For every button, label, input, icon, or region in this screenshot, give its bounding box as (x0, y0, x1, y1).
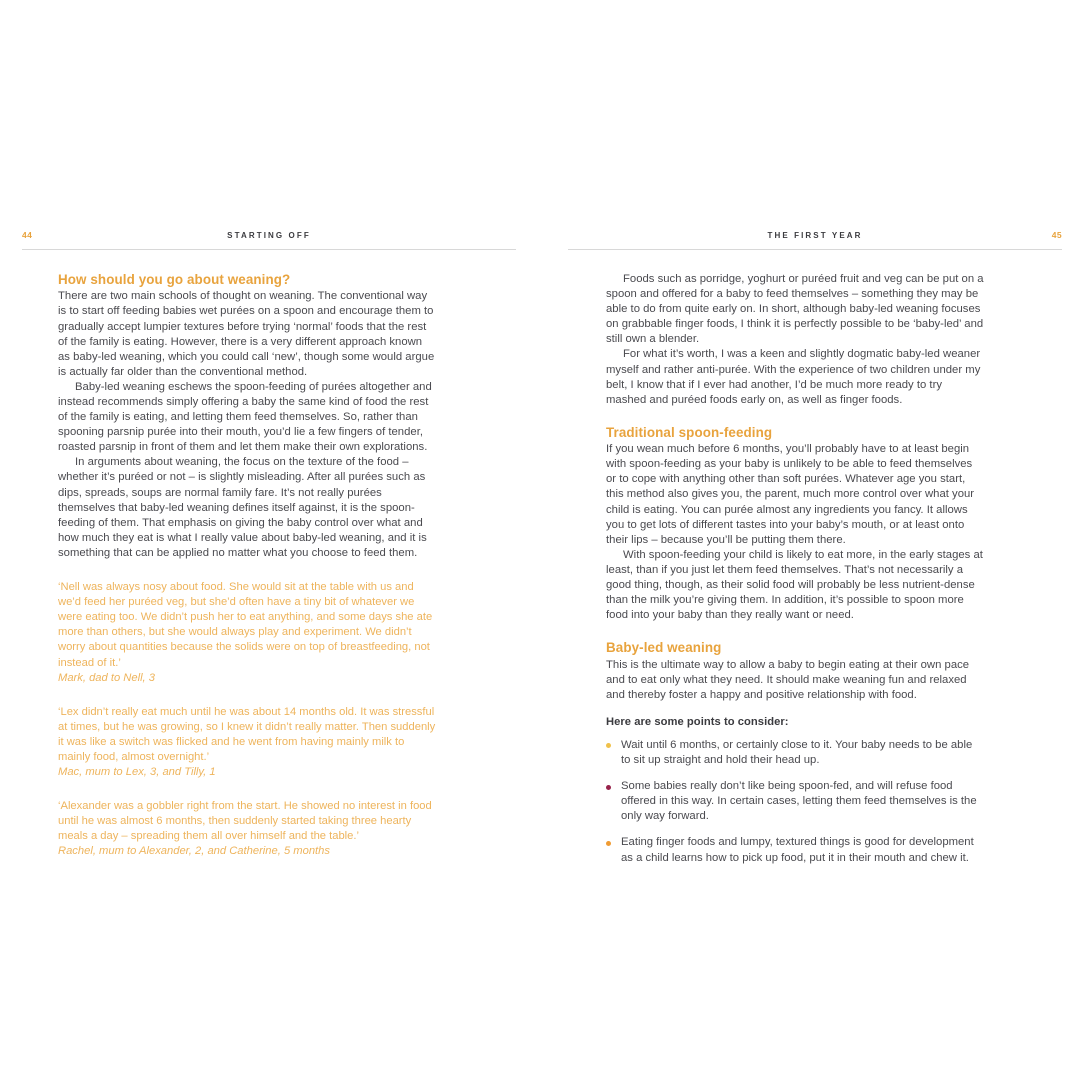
paragraph: This is the ultimate way to allow a baby to begin eating at their own pace and to eat only what they need. It should make weaning fun and relaxed and thereby foster a happy and positive relationship with food. (606, 658, 970, 701)
body-column-right (606, 272, 984, 877)
points-list (606, 738, 984, 866)
quote-attribution: Rachel, mum to Alexander, 2, and Catherine, 5 months (58, 845, 330, 858)
bullet-dot-icon (606, 785, 611, 790)
quote-attribution: Mark, dad to Nell, 3 (58, 671, 156, 684)
running-head-right (568, 230, 1062, 250)
testimonial-quote (58, 799, 436, 859)
list-item (606, 779, 984, 824)
list-item-text: Wait until 6 months, or certainly close to it. Your baby needs to be able to sit up straight and hold their head up. (621, 738, 973, 767)
paragraph: Baby-led weaning eschews the spoon-feeding of purées altogether and instead recommends simply offering a baby the same kind of food the rest of the family is eating, and letting them feed themselves. So, rather than spooning parsnip purée into their mouth, you’d lie a few fingers of tender, roasted parsnip in front of them and let them make their own explorations. (58, 380, 432, 454)
bullet-dot-icon (606, 841, 611, 846)
paragraph: There are two main schools of thought on weaning. The conventional way is to start off feeding babies wet purées on a spoon and encourage them to gradually accept lumpier textures before trying ‘normal’ foods that the rest of the family is eating. However, there is a very different approach known as baby-led weaning, which you could call ‘new’, though some would argue is actually far older than the conventional method. (58, 290, 435, 378)
head-rule-left (22, 249, 516, 250)
paragraph: With spoon-feeding your child is likely to eat more, in the early stages at least, than if you just let them feed themselves. That’s not necessarily a good thing, though, as their solid food will probably be less nutrient-dense than the milk you’re giving them. In addition, it’s possible to spoon more food into your baby than they really want or need. (606, 548, 983, 622)
points-to-consider-heading: Here are some points to consider: (606, 715, 789, 728)
bullet-dot-icon (606, 743, 611, 748)
paragraph: If you wean much before 6 months, you’ll probably have to at least begin with spoon-feeding as your baby is unlikely to be able to feed themselves or to cope with anything other than soft purées. Whatever age you start, this method also gives you, the parent, much more control over what your child is eating. You can purée almost any ingredients you fancy. It allows you to get lots of different tastes into your baby’s mouth, or at least onto their lips – because you’ll be putting them there. (606, 443, 975, 546)
list-item (606, 835, 984, 865)
head-rule-right (568, 249, 1062, 250)
page-number-right: 45 (1051, 230, 1062, 240)
paragraph: In arguments about weaning, the focus on the texture of the food – whether it’s puréed or not – is slightly misleading. After all purées such as dips, spreads, soups are normal family fare. It’s not really purées themselves that baby-led weaning defines itself against, it is the spoon-feeding of them. That emphasis on giving the baby control over what and how much they eat is what I really value about baby-led weaning, and it is something that can be applied no matter what you choose to feed them. (58, 456, 427, 559)
list-item-text: Some babies really don’t like being spoon-fed, and will refuse food offered in this way. In certain cases, letting them feed themselves is the only way forward. (621, 780, 977, 823)
paragraph: Foods such as porridge, yoghurt or puréed fruit and veg can be put on a spoon and offered for a baby to feed themselves – something they may be able to do from quite early on. In short, although baby-led weaning focuses on grabbable finger foods, I think it is perfectly possible to be ‘baby-led’ and still own a blender. (606, 273, 984, 346)
quote-text: ‘Lex didn’t really eat much until he was about 14 months old. It was stressful at times, but he was growing, so I knew it didn’t really matter. Then suddenly it was like a switch was flicked and he went from having mainly milk to mainly food, almost overnight.’ (58, 705, 436, 763)
running-head-title-right: THE FIRST YEAR (767, 231, 863, 240)
running-head-title-left: STARTING OFF (227, 231, 311, 240)
body-column-left (58, 272, 436, 860)
list-item (606, 738, 984, 768)
quote-text: ‘Alexander was a gobbler right from the start. He showed no interest in food until he was almost 6 months, then suddenly started taking three hearty meals a day – spreading them all over himself and the table.’ (58, 800, 432, 843)
testimonial-quote (58, 705, 436, 780)
section-heading-traditional-spoon-feeding: Traditional spoon-feeding (606, 424, 773, 440)
section-heading-weaning: How should you go about weaning? (58, 272, 291, 287)
quote-attribution: Mac, mum to Lex, 3, and Tilly, 1 (58, 766, 216, 779)
section-heading-baby-led-weaning: Baby-led weaning (606, 640, 722, 656)
page-right (568, 0, 1062, 1080)
running-head-left (22, 230, 516, 250)
quote-text: ‘Nell was always nosy about food. She would sit at the table with us and we’d feed her puréed veg, but she’d often have a tiny bit of whatever we were eating too. We didn’t push her to eat anything, and some days she ate more than others, but she would always play and experiment. We didn’t worry about quantities because the solids were on top of breastfeeding, not instead of it.’ (58, 581, 433, 669)
list-item-text: Eating finger foods and lumpy, textured things is good for development as a child learns how to pick up food, put it in their mouth and chew it. (621, 836, 974, 864)
testimonial-quote (58, 580, 436, 686)
page-number-left: 44 (22, 230, 33, 240)
page-left (22, 0, 516, 1080)
paragraph: For what it’s worth, I was a keen and slightly dogmatic baby-led weaner myself and rather anti-purée. With the experience of two children under my belt, I know that if I ever had another, I’d be much more ready to try mashed and puréed foods early on, as well as finger foods. (606, 348, 981, 406)
